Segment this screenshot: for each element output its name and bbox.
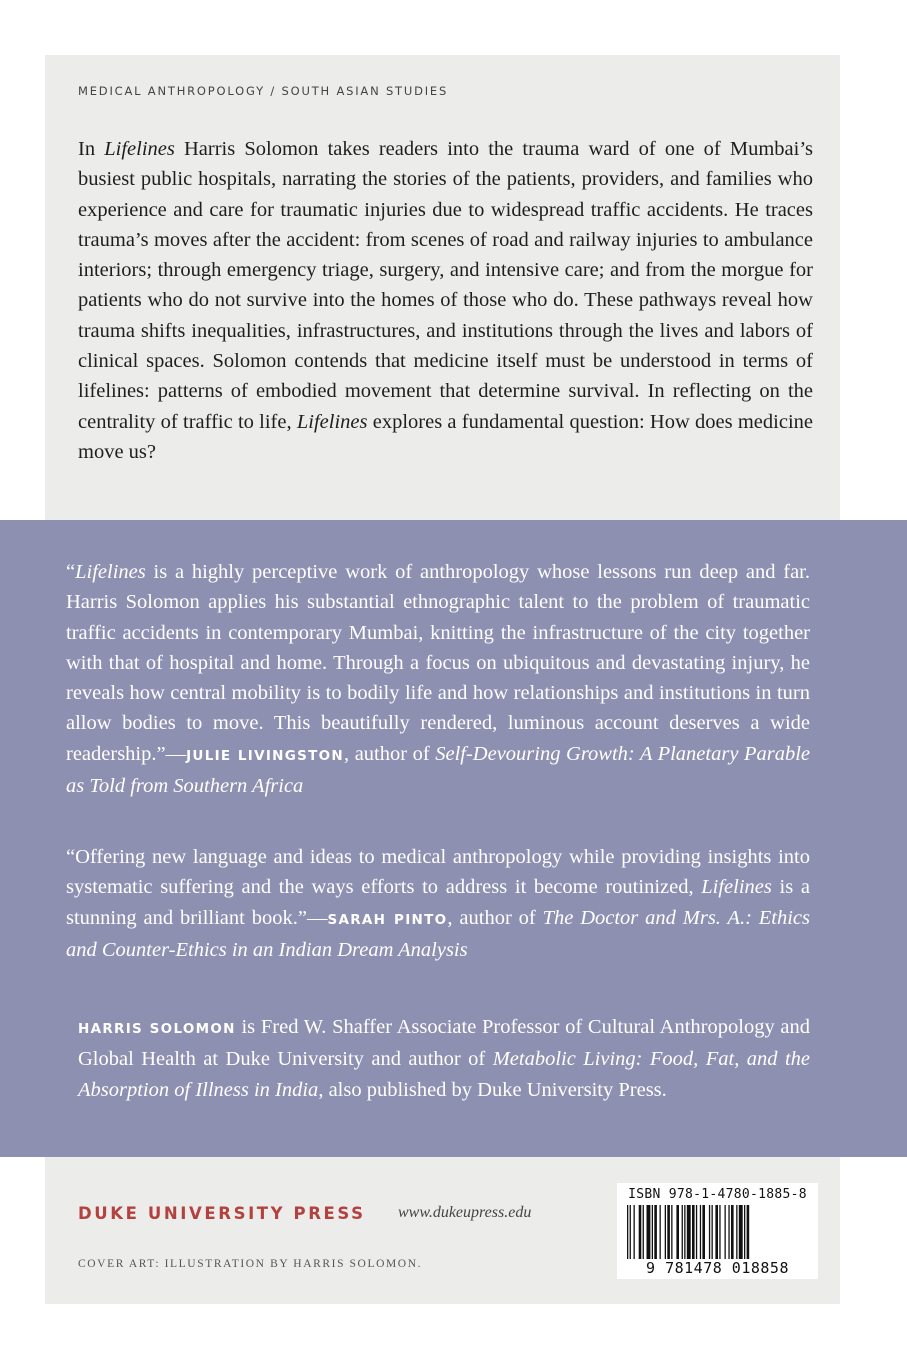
barcode-bar [639,1205,642,1259]
barcode-bar [731,1205,734,1259]
cover-art-credit: COVER ART: ILLUSTRATION BY HARRIS SOLOMON. [78,1258,423,1270]
barcode-bar [665,1205,666,1259]
barcode-bar [660,1205,661,1259]
barcode-bar [687,1205,691,1259]
barcode-bar [702,1205,705,1259]
barcode-bar [671,1205,672,1259]
book-description [78,134,813,467]
quote2-title: Lifelines [701,876,772,899]
barcode-bar [682,1205,683,1259]
barcode-bar [627,1205,628,1259]
barcode-bar [634,1205,635,1259]
barcode-bar [696,1205,697,1259]
blurb-text-1: In [78,138,105,160]
blurb-text-3: explores a fundamental question: How does medicine move us? [78,410,813,463]
barcode-bar [643,1205,644,1259]
quote1-author: JULIE LIVINGSTON [186,747,345,764]
barcode-bar [647,1205,651,1259]
quote1-title: Lifelines [75,561,146,583]
isbn-label: ISBN 978-1-4780-1885-8 [628,1187,807,1202]
blurb-title-2: Lifelines [296,410,368,433]
quote2-text-2: is a stunning and brilliant book.”— [66,876,810,929]
publisher-name: DUKE UNIVERSITY PRESS [78,1204,366,1223]
barcode-bar [719,1205,720,1259]
isbn-barcode [617,1183,818,1279]
author-bio [78,1012,810,1105]
quote1-open: “ [66,561,76,583]
barcode-bar [692,1205,695,1259]
bio-text-2: , also published by Duke University Press. [318,1078,667,1101]
endorsement-livingston [66,557,810,801]
barcode-bars [627,1205,808,1259]
quote2-author-of: , author of [447,906,543,929]
barcode-bar [652,1205,653,1259]
quote1-text: is a highly perceptive work of anthropology whose lessons run deep and far. Harris Solomon applies his substantial ethnographic talent to the problem of traumatic traffic accidents in contemporary Mumbai, knitting the infrastructure of the city together with that of hospital and home. Through a focus on ubiquitous and devastating injury, he reveals how central mobility is to bodily life and how relationships and institutions in turn allow bodies to move. This beautifully rendered, luminous account deserves a wide readership.”— [66,561,810,765]
quote2-text-1: “Offering new language and ideas to medical anthropology while providing insights into systematic suffering and the ways efforts to address it become routinized, [66,846,810,899]
quote1-author-of: , author of [344,742,436,765]
barcode-number: 9 781478 018858 [646,1259,789,1277]
bio-name: HARRIS SOLOMON [78,1021,236,1037]
endorsement-pinto [66,842,810,965]
barcode-bar [739,1205,743,1259]
barcode-bar [654,1205,657,1259]
barcode-bar [676,1205,679,1259]
barcode-bar [715,1205,718,1259]
blurb-text-2: Harris Solomon takes readers into the trauma ward of one of Mumbai’s busiest public hospitals, narrating the stories of the patients, providers, and families who experience and care for traumatic injuries due to widespread traffic accidents. He traces trauma’s moves after the accident: from scenes of road and railway injuries to ambulance interiors; through emergency triage, surgery, and intensive care; and from the morgue for patients who do not survive into the homes of those who do. These pathways reveal how trauma shifts inequalities, infrastructures, and institutions through the lives and labors of clinical spaces. Solomon contends that medicine itself must be understood in terms of lifelines: patterns of embodied movement that determine survival. In reflecting on the centrality of traffic to life, [78,138,813,433]
publisher-website[interactable]: www.dukeupress.edu [398,1204,532,1221]
barcode-bar [728,1205,729,1259]
barcode-bar [736,1205,737,1259]
barcode-bar [709,1205,710,1259]
bio-text-1: is Fred W. Shaffer Associate Professor of Cultural Anthropology and Global Health at Duke University and author of [78,1016,810,1071]
blurb-title: Lifelines [104,138,175,160]
barcode-bar [667,1205,670,1259]
subject-category: MEDICAL ANTHROPOLOGY / SOUTH ASIAN STUDIES [78,84,449,98]
barcode-bar [747,1205,750,1259]
quote2-author: SARAH PINTO [327,911,448,928]
barcode-bar [744,1205,745,1259]
barcode-bar [712,1205,713,1259]
bio-book: Metabolic Living: Food, Fat, and the Absorption of Illness in India [78,1048,810,1101]
quote1-book: Self-Devouring Growth: A Planetary Parable as Told from Southern Africa [66,742,811,798]
quote2-book: The Doctor and Mrs. A.: Ethics and Counter-Ethics in an Indian Dream Analysis [66,906,811,961]
barcode-bar [630,1205,631,1259]
barcode-bar [700,1205,701,1259]
barcode-bar [725,1205,726,1259]
barcode-bar [684,1205,685,1259]
